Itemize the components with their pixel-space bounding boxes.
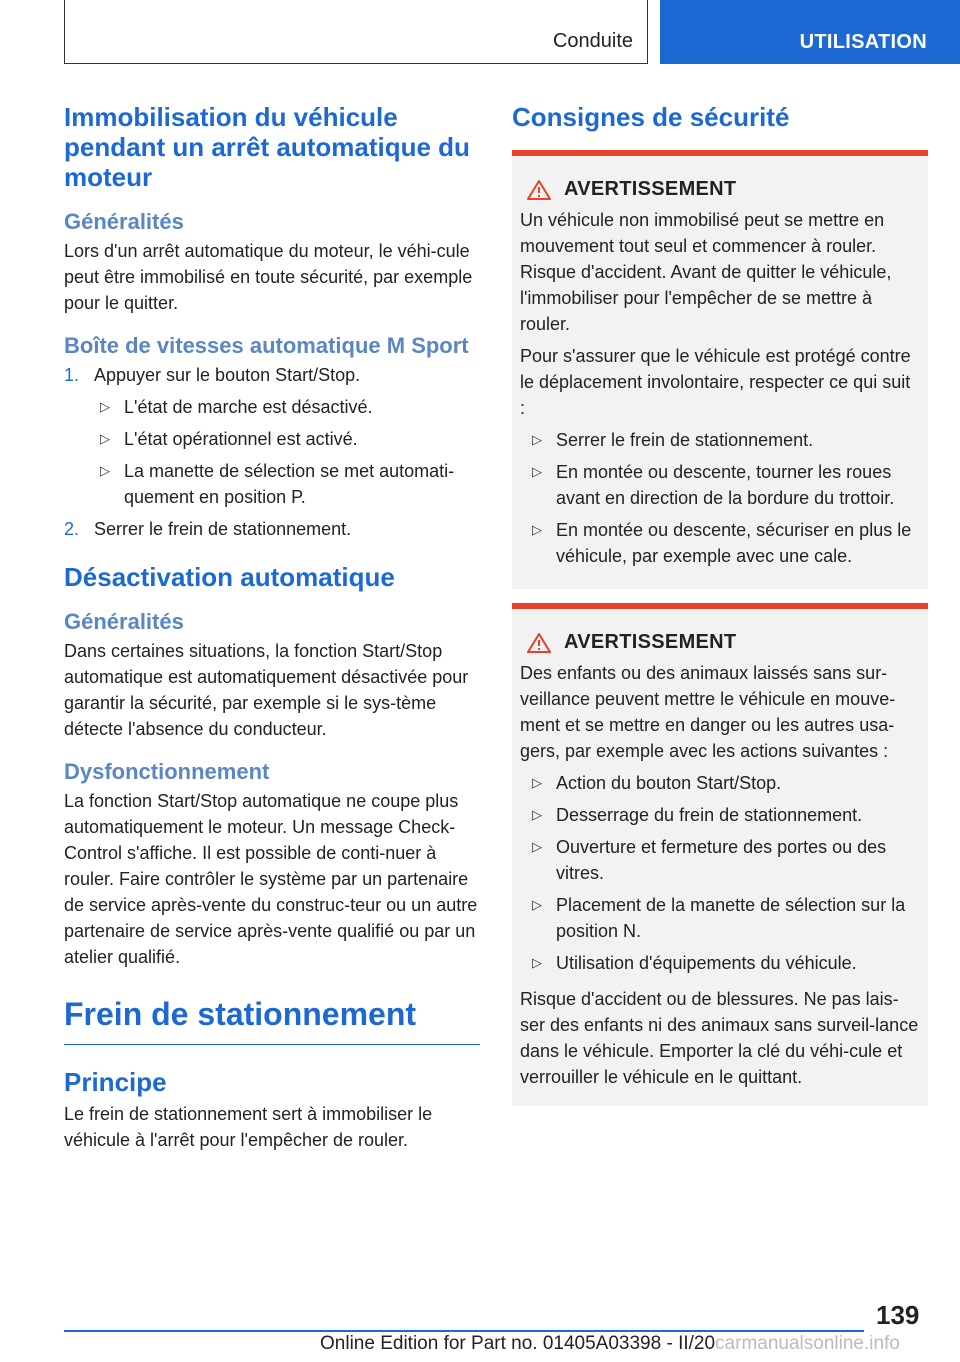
list-item-text: En montée ou descente, sécuriser en plus le véhicule, par exemple avec une cale.: [556, 520, 912, 566]
paragraph-generalites-1: Lors d'un arrêt automatique du moteur, le véhi-cule peut être immobilisé en toute sécurité, par exemple pour le quitter.: [64, 241, 473, 313]
list-item-text: La manette de sélection se met automati-quement en position P.: [124, 461, 455, 507]
footer-edition-text: Online Edition for Part no. 01405A03398 - II/20: [320, 1333, 716, 1354]
warning-title-row: [526, 178, 920, 201]
list-item: [526, 517, 920, 569]
list-item: [526, 770, 920, 796]
step-number: 1.: [64, 365, 80, 385]
warning-bullet-list: [526, 427, 920, 569]
list-item-text: Utilisation d'équipements du véhicule.: [556, 953, 857, 973]
page-number: 139: [876, 1300, 920, 1330]
header-chapter-label: UTILISATION: [799, 31, 927, 53]
list-item-text: Ouverture et fermeture des portes ou des vitres.: [556, 837, 887, 883]
step-text: Serrer le frein de stationnement.: [94, 519, 352, 539]
list-item: [526, 950, 920, 976]
heading-generalites-1: Généralités: [64, 209, 184, 234]
warning-paragraph: Pour s'assurer que le véhicule est protégé contre le déplacement involontaire, respecter ce qui suit :: [520, 346, 911, 418]
triangle-right-icon: ▷: [100, 399, 110, 414]
heading-consignes-securite: Consignes de sécurité: [512, 102, 790, 132]
triangle-right-icon: ▷: [532, 897, 542, 912]
list-item-text: L'état de marche est désactivé.: [124, 397, 373, 417]
list-item: [526, 427, 920, 453]
step-item-2: [64, 516, 480, 542]
triangle-right-icon: ▷: [532, 839, 542, 854]
warning-title: AVERTISSEMENT: [564, 178, 737, 200]
triangle-right-icon: ▷: [532, 522, 542, 537]
heading-dysfonctionnement: Dysfonctionnement: [64, 759, 270, 784]
warning-box-1: [512, 150, 928, 589]
heading-boite-vitesses: Boîte de vitesses automatique M Sport: [64, 333, 469, 358]
triangle-right-icon: ▷: [532, 432, 542, 447]
header-section-label: Conduite: [552, 30, 633, 52]
list-item-text: Placement de la manette de sélection sur la position N.: [556, 895, 906, 941]
triangle-right-icon: ▷: [100, 463, 110, 478]
header-section-box: [64, 0, 648, 64]
step-text: Appuyer sur le bouton Start/Stop.: [94, 365, 361, 385]
footer-watermark: carmanualsonline.info: [715, 1333, 900, 1354]
list-item-text: L'état opérationnel est activé.: [124, 429, 358, 449]
list-item: [94, 394, 480, 420]
step-item-1: [64, 362, 480, 510]
warning-bullet-list: [526, 770, 920, 976]
list-item-text: En montée ou descente, tourner les roues avant en direction de la bordure du trottoir.: [556, 462, 895, 508]
list-item: [526, 459, 920, 511]
heading-desactivation: Désactivation automatique: [64, 562, 395, 592]
paragraph-dysfonctionnement: La fonction Start/Stop automatique ne coupe plus automatiquement le moteur. Un message Check-Control s'affiche. Il est possible de conti-nuer à rouler. Faire contrôler le système par un partenaire de service après-vente du construc-teur ou un autre partenaire de service après-vente qualifié ou par un atelier qualifié.: [64, 791, 478, 967]
list-item-text: Desserrage du frein de stationnement.: [556, 805, 863, 825]
triangle-right-icon: ▷: [100, 431, 110, 446]
steps-list: [64, 362, 480, 542]
warning-triangle-icon: [526, 179, 552, 201]
header-chapter-tab: [660, 0, 960, 64]
paragraph-generalites-2: Dans certaines situations, la fonction Start/Stop automatique est automatiquement désactivée pour garantir la sécurité, par exemple si le sys-tème détecte l'absence du conducteur.: [64, 641, 469, 739]
triangle-right-icon: ▷: [532, 775, 542, 790]
paragraph-principe: Le frein de stationnement sert à immobiliser le véhicule à l'arrêt pour l'empêcher de rouler.: [64, 1104, 433, 1150]
warning-title-row: [526, 631, 920, 654]
heading-immobilisation: Immobilisation du véhicule pendant un arrêt automatique du moteur: [64, 102, 470, 192]
footer-divider: [64, 1330, 864, 1332]
list-item: [94, 458, 480, 510]
sub-bullet-list: [94, 394, 480, 510]
list-item: [526, 834, 920, 886]
footer-edition: [320, 1333, 900, 1355]
list-item-text: Action du bouton Start/Stop.: [556, 773, 782, 793]
warning-paragraph: Des enfants ou des animaux laissés sans sur-veillance peuvent mettre le véhicule en mouve-ment et se mettre en danger ou les autres usa-gers, par exemple avec les actions suivantes :: [520, 663, 896, 761]
left-column: [64, 102, 480, 1169]
warning-paragraph: Un véhicule non immobilisé peut se mettre en mouvement tout seul et commencer à rouler. Risque d'accident. Avant de quitter le véhicule, l'immobiliser pour l'empêcher de se mettre à rouler.: [520, 210, 892, 334]
heading-frein-stationnement: Frein de stationnement: [64, 994, 480, 1045]
list-item: [94, 426, 480, 452]
triangle-right-icon: ▷: [532, 464, 542, 479]
heading-principe: Principe: [64, 1067, 167, 1097]
heading-generalites-2: Généralités: [64, 609, 184, 634]
warning-box-2: [512, 603, 928, 1106]
warning-triangle-icon: [526, 632, 552, 654]
list-item-text: Serrer le frein de stationnement.: [556, 430, 814, 450]
step-number: 2.: [64, 519, 80, 539]
right-column: [512, 102, 928, 1120]
triangle-right-icon: ▷: [532, 807, 542, 822]
list-item: [526, 802, 920, 828]
warning-paragraph: Risque d'accident ou de blessures. Ne pas lais-ser des enfants ni des animaux sans surveil-lance dans le véhicule. Emporter la clé du véhi-cule et verrouiller le véhicule en le quittant.: [520, 989, 919, 1087]
list-item: [526, 892, 920, 944]
warning-title: AVERTISSEMENT: [564, 631, 737, 653]
triangle-right-icon: ▷: [532, 955, 542, 970]
